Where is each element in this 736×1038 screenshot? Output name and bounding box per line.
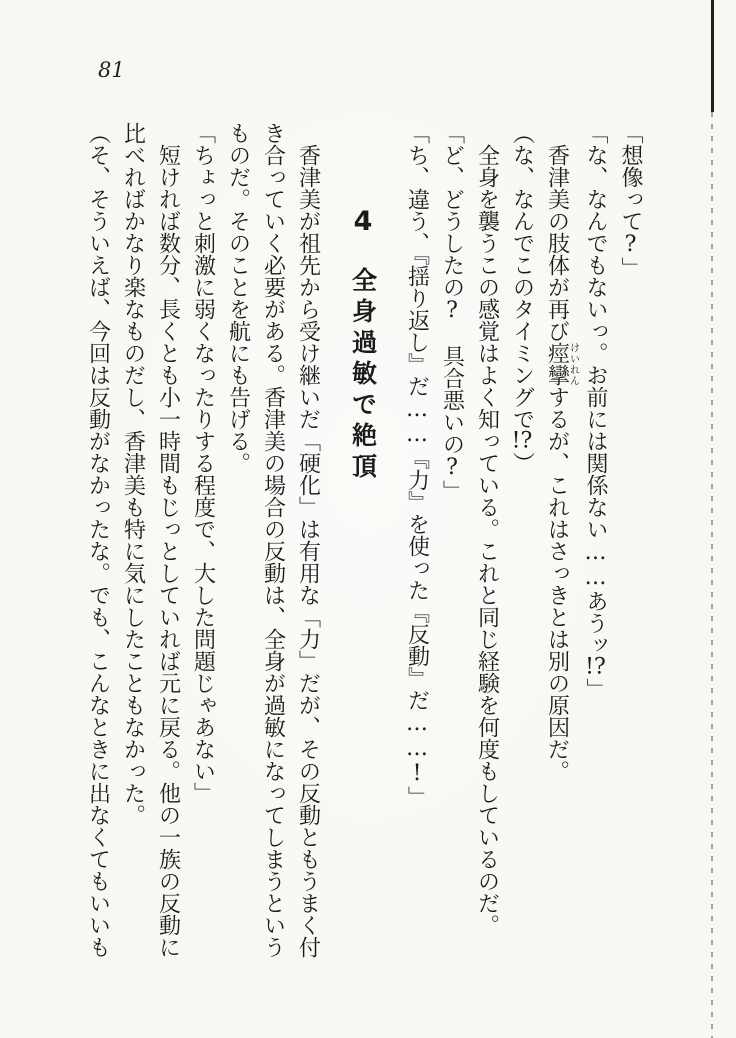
chapter-number: 4	[347, 206, 379, 237]
text-column-paragraph: 全身を襲うこの感覚はよく知っている。これと同じ経験を何度もしているのだ。	[474, 144, 500, 936]
text-column-paragraph: 香津美が祖先から受け継いだ「硬化」は有用な「力」だが、その反動ともうまく付き合っていく必要がある。香津美の場合の反動は、全身が過敏になってしまうというものだ。そのことを航にも告げる。	[225, 122, 321, 958]
text-column-paragraph: （そ、そういえば、今回は反動がなかったな。でも、こんなときに出なくてもいいも	[85, 122, 111, 958]
text-column-paragraph: 「ちょっと刺激に弱くなったりする程度で、大した問題じゃあない」	[190, 122, 216, 804]
page-number: 81	[98, 58, 125, 82]
text-column-paragraph: 「ど、どうしたの? 具合悪いの?」	[439, 122, 465, 502]
text-column-paragraph: 「ち、違う、『揺り返し』だ……『力』を使った『反動』だ……!」	[404, 122, 430, 808]
furigana-annotated-word: 痙攣けいれん	[544, 342, 579, 386]
text-column-paragraph: 「想像って?」	[618, 122, 643, 279]
scan-edge-line-solid	[711, 0, 714, 112]
text-column-paragraph: 香津美の肢体が再び痙攣けいれんするが、これはさっきとは別の原因だ。	[544, 144, 579, 782]
text-column-paragraph: （な、なんでこのタイミングで!?）	[509, 122, 535, 474]
chapter-title: 全身過敏で絶頂	[348, 267, 378, 484]
text-column-paragraph: 「な、なんでもないっ。お前には関係ない……あうッ!?」	[583, 122, 608, 700]
vertical-text-block	[81, 122, 649, 964]
chapter-heading	[343, 122, 383, 964]
text-column-paragraph: 短ければ数分、長くとも小一時間もじっとしていれば元に戻る。他の一族の反動に比べればかなり楽なものだし、香津美も特に気にしたこともなかった。	[120, 122, 181, 958]
scan-edge-line-dashed	[711, 112, 713, 1038]
